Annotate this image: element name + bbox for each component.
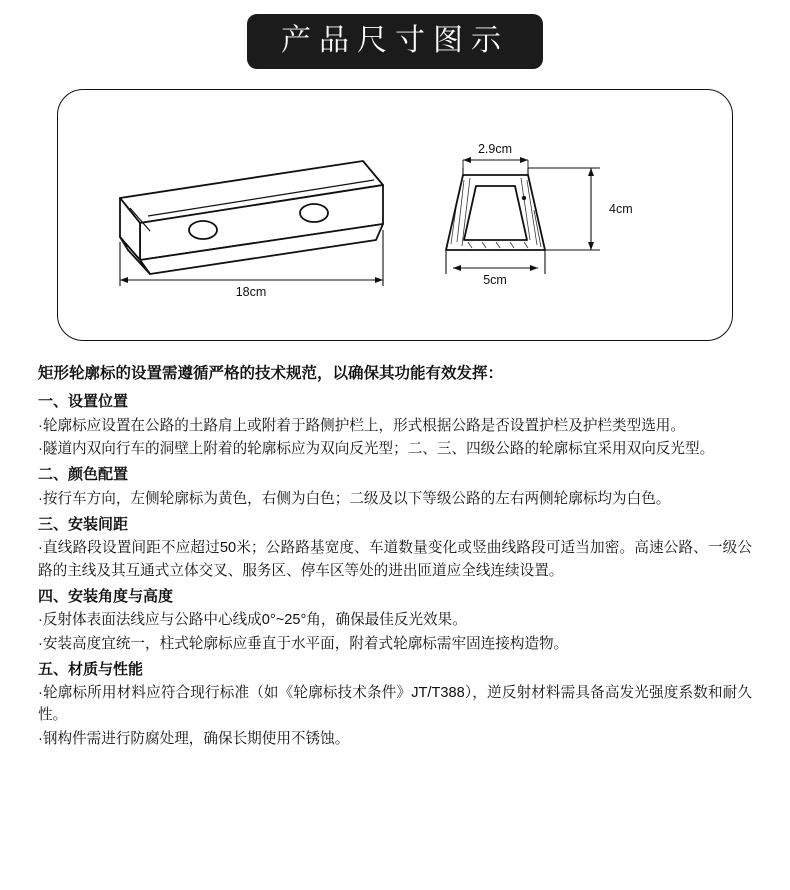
dimension-diagram	[58, 90, 730, 338]
section-paragraph: ·直线路段设置间距不应超过50米；公路路基宽度、车道数量变化或竖曲线路段可适当加密。高速公路、一级公路的主线及其互通式立体交叉、服务区、停车区等处的进出匝道应全线连续设置。	[38, 540, 752, 579]
section-heading: 二、颜色配置	[38, 466, 129, 484]
section-paragraph: ·轮廓标所用材料应符合现行标准（如《轮廓标技术条件》JT/T388），逆反射材料需具备高发光强度系数和耐久性。	[38, 685, 752, 724]
spec-intro: 矩形轮廓标的设置需遵循严格的技术规范，以确保其功能有效发挥：	[38, 365, 504, 382]
length-label: 18cm	[235, 285, 267, 299]
base-width-dimension	[446, 250, 545, 274]
spec-section-1	[38, 389, 752, 460]
marker-3d-illustration	[120, 161, 383, 274]
section-heading: 五、材质与性能	[38, 660, 144, 678]
reflector-hole-right	[300, 204, 328, 222]
specification-content	[0, 341, 790, 750]
section-heading: 四、安装角度与高度	[38, 587, 174, 605]
section-paragraph: ·轮廓标应设置在公路的土路肩上或附着于路侧护栏上，形式根据公路是否设置护栏及护栏类型选用。	[38, 417, 685, 434]
spec-section-4	[38, 584, 752, 655]
product-dimension-diagram-card	[57, 89, 733, 341]
height-label: 4cm	[609, 202, 633, 216]
section-heading: 一、设置位置	[38, 393, 129, 411]
section-marker-dot	[522, 196, 526, 200]
section-paragraph: ·隧道内双向行车的洞壁上附着的轮廓标应为双向反光型；二、三、四级公路的轮廓标宜采用双向反光型。	[38, 441, 715, 458]
page-title: 产品尺寸图示	[247, 14, 543, 69]
section-paragraph: ·按行车方向，左侧轮廓标为黄色，右侧为白色；二级及以下等级公路的左右两侧轮廓标均为白色。	[38, 490, 671, 507]
section-heading: 三、安装间距	[38, 515, 129, 533]
page-title-bar	[0, 0, 790, 69]
top-width-dimension	[463, 157, 528, 176]
reflector-hole-left	[189, 221, 217, 239]
spec-section-2	[38, 462, 752, 510]
spec-section-3	[38, 512, 752, 582]
section-paragraph: ·安装高度宜统一，柱式轮廓标应垂直于水平面，附着式轮廓标需牢固连接构造物。	[38, 635, 569, 652]
spec-section-5	[38, 657, 752, 750]
section-paragraph: ·钢构件需进行防腐处理，确保长期使用不锈蚀。	[38, 730, 350, 747]
section-paragraph: ·反射体表面法线应与公路中心线成0°~25°角，确保最佳反光效果。	[38, 612, 467, 629]
base-width-label: 5cm	[483, 273, 507, 287]
top-width-label: 2.9cm	[477, 142, 513, 156]
